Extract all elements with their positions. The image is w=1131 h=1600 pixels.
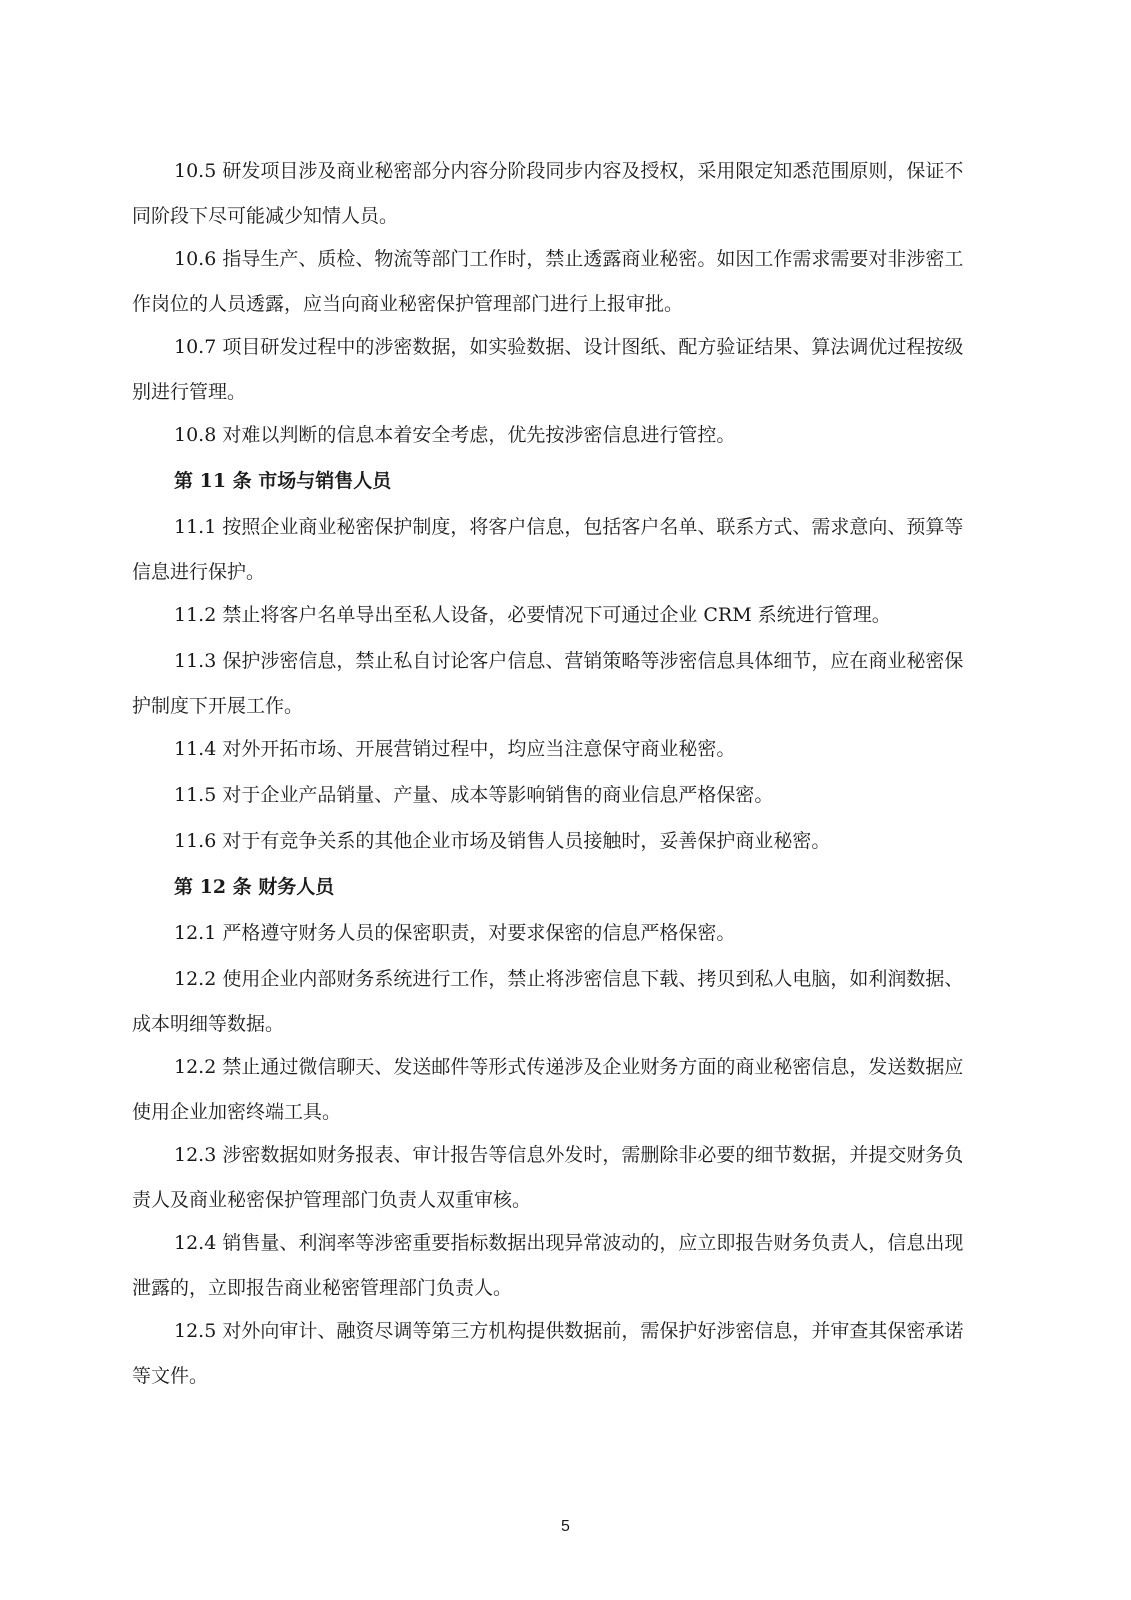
paragraph-line: 10.8 对难以判断的信息本着安全考虑，优先按涉密信息进行管控。 xyxy=(174,424,736,446)
paragraph xyxy=(132,325,994,415)
paragraph xyxy=(174,911,994,956)
paragraph-line: 作岗位的人员透露，应当向商业秘密保护管理部门进行上报审批。 xyxy=(132,293,684,315)
paragraph-line: 护制度下开展工作。 xyxy=(132,695,304,717)
paragraph xyxy=(132,1309,994,1399)
section-heading xyxy=(174,865,994,910)
paragraph xyxy=(132,1221,994,1311)
paragraph-line: 使用企业加密终端工具。 xyxy=(132,1101,342,1123)
paragraph xyxy=(132,957,994,1047)
paragraph-line: 12.5 对外向审计、融资尽调等第三方机构提供数据前，需保护好涉密信息，并审查其保密承诺 xyxy=(174,1320,964,1342)
paragraph-line: 10.6 指导生产、质检、物流等部门工作时，禁止透露商业秘密。如因工作需求需要对非涉密工 xyxy=(174,248,964,270)
paragraph-line: 12.2 禁止通过微信聊天、发送邮件等形式传递涉及企业财务方面的商业秘密信息，发送数据应 xyxy=(174,1056,964,1078)
paragraph-line: 11.1 按照企业商业秘密保护制度，将客户信息，包括客户名单、联系方式、需求意向、预算等 xyxy=(174,516,964,538)
paragraph xyxy=(132,639,994,729)
paragraph xyxy=(132,237,994,327)
paragraph-line: 别进行管理。 xyxy=(132,381,247,403)
paragraph xyxy=(174,593,994,638)
paragraph-line: 成本明细等数据。 xyxy=(132,1013,285,1035)
paragraph xyxy=(174,413,994,458)
paragraph xyxy=(132,1133,994,1223)
paragraph-line: 12.2 使用企业内部财务系统进行工作，禁止将涉密信息下载、拷贝到私人电脑，如利润数据、 xyxy=(174,968,964,990)
paragraph-line: 10.7 项目研发过程中的涉密数据，如实验数据、设计图纸、配方验证结果、算法调优过程按级 xyxy=(174,336,964,358)
heading-text: 第 11 条 市场与销售人员 xyxy=(174,470,392,492)
paragraph xyxy=(174,819,994,864)
paragraph-line: 11.3 保护涉密信息，禁止私自讨论客户信息、营销策略等涉密信息具体细节，应在商业秘密保 xyxy=(174,650,964,672)
paragraph-line: 11.4 对外开拓市场、开展营销过程中，均应当注意保守商业秘密。 xyxy=(174,738,736,760)
paragraph xyxy=(132,505,994,595)
paragraph-line: 责人及商业秘密保护管理部门负责人双重审核。 xyxy=(132,1189,532,1211)
paragraph xyxy=(132,149,994,239)
paragraph xyxy=(174,773,994,818)
paragraph-line: 信息进行保护。 xyxy=(132,561,266,583)
paragraph-line: 11.2 禁止将客户名单导出至私人设备，必要情况下可通过企业 CRM 系统进行管理。 xyxy=(174,604,891,626)
page-number: 5 xyxy=(561,1518,570,1535)
paragraph-line: 12.4 销售量、利润率等涉密重要指标数据出现异常波动的，应立即报告财务负责人，信息出现 xyxy=(174,1232,964,1254)
section-heading xyxy=(174,459,994,504)
paragraph-line: 11.6 对于有竞争关系的其他企业市场及销售人员接触时，妥善保护商业秘密。 xyxy=(174,830,831,852)
paragraph-line: 同阶段下尽可能减少知情人员。 xyxy=(132,205,399,227)
paragraph-line: 10.5 研发项目涉及商业秘密部分内容分阶段同步内容及授权，采用限定知悉范围原则，保证不 xyxy=(174,160,964,182)
paragraph xyxy=(174,727,994,772)
heading-text: 第 12 条 财务人员 xyxy=(174,876,335,898)
paragraph-line: 12.1 严格遵守财务人员的保密职责，对要求保密的信息严格保密。 xyxy=(174,922,736,944)
paragraph-line: 泄露的，立即报告商业秘密管理部门负责人。 xyxy=(132,1277,513,1299)
paragraph xyxy=(132,1045,994,1135)
paragraph-line: 12.3 涉密数据如财务报表、审计报告等信息外发时，需删除非必要的细节数据，并提交财务负 xyxy=(174,1144,964,1166)
paragraph-line: 等文件。 xyxy=(132,1365,209,1387)
paragraph-line: 11.5 对于企业产品销量、产量、成本等影响销售的商业信息严格保密。 xyxy=(174,784,774,806)
